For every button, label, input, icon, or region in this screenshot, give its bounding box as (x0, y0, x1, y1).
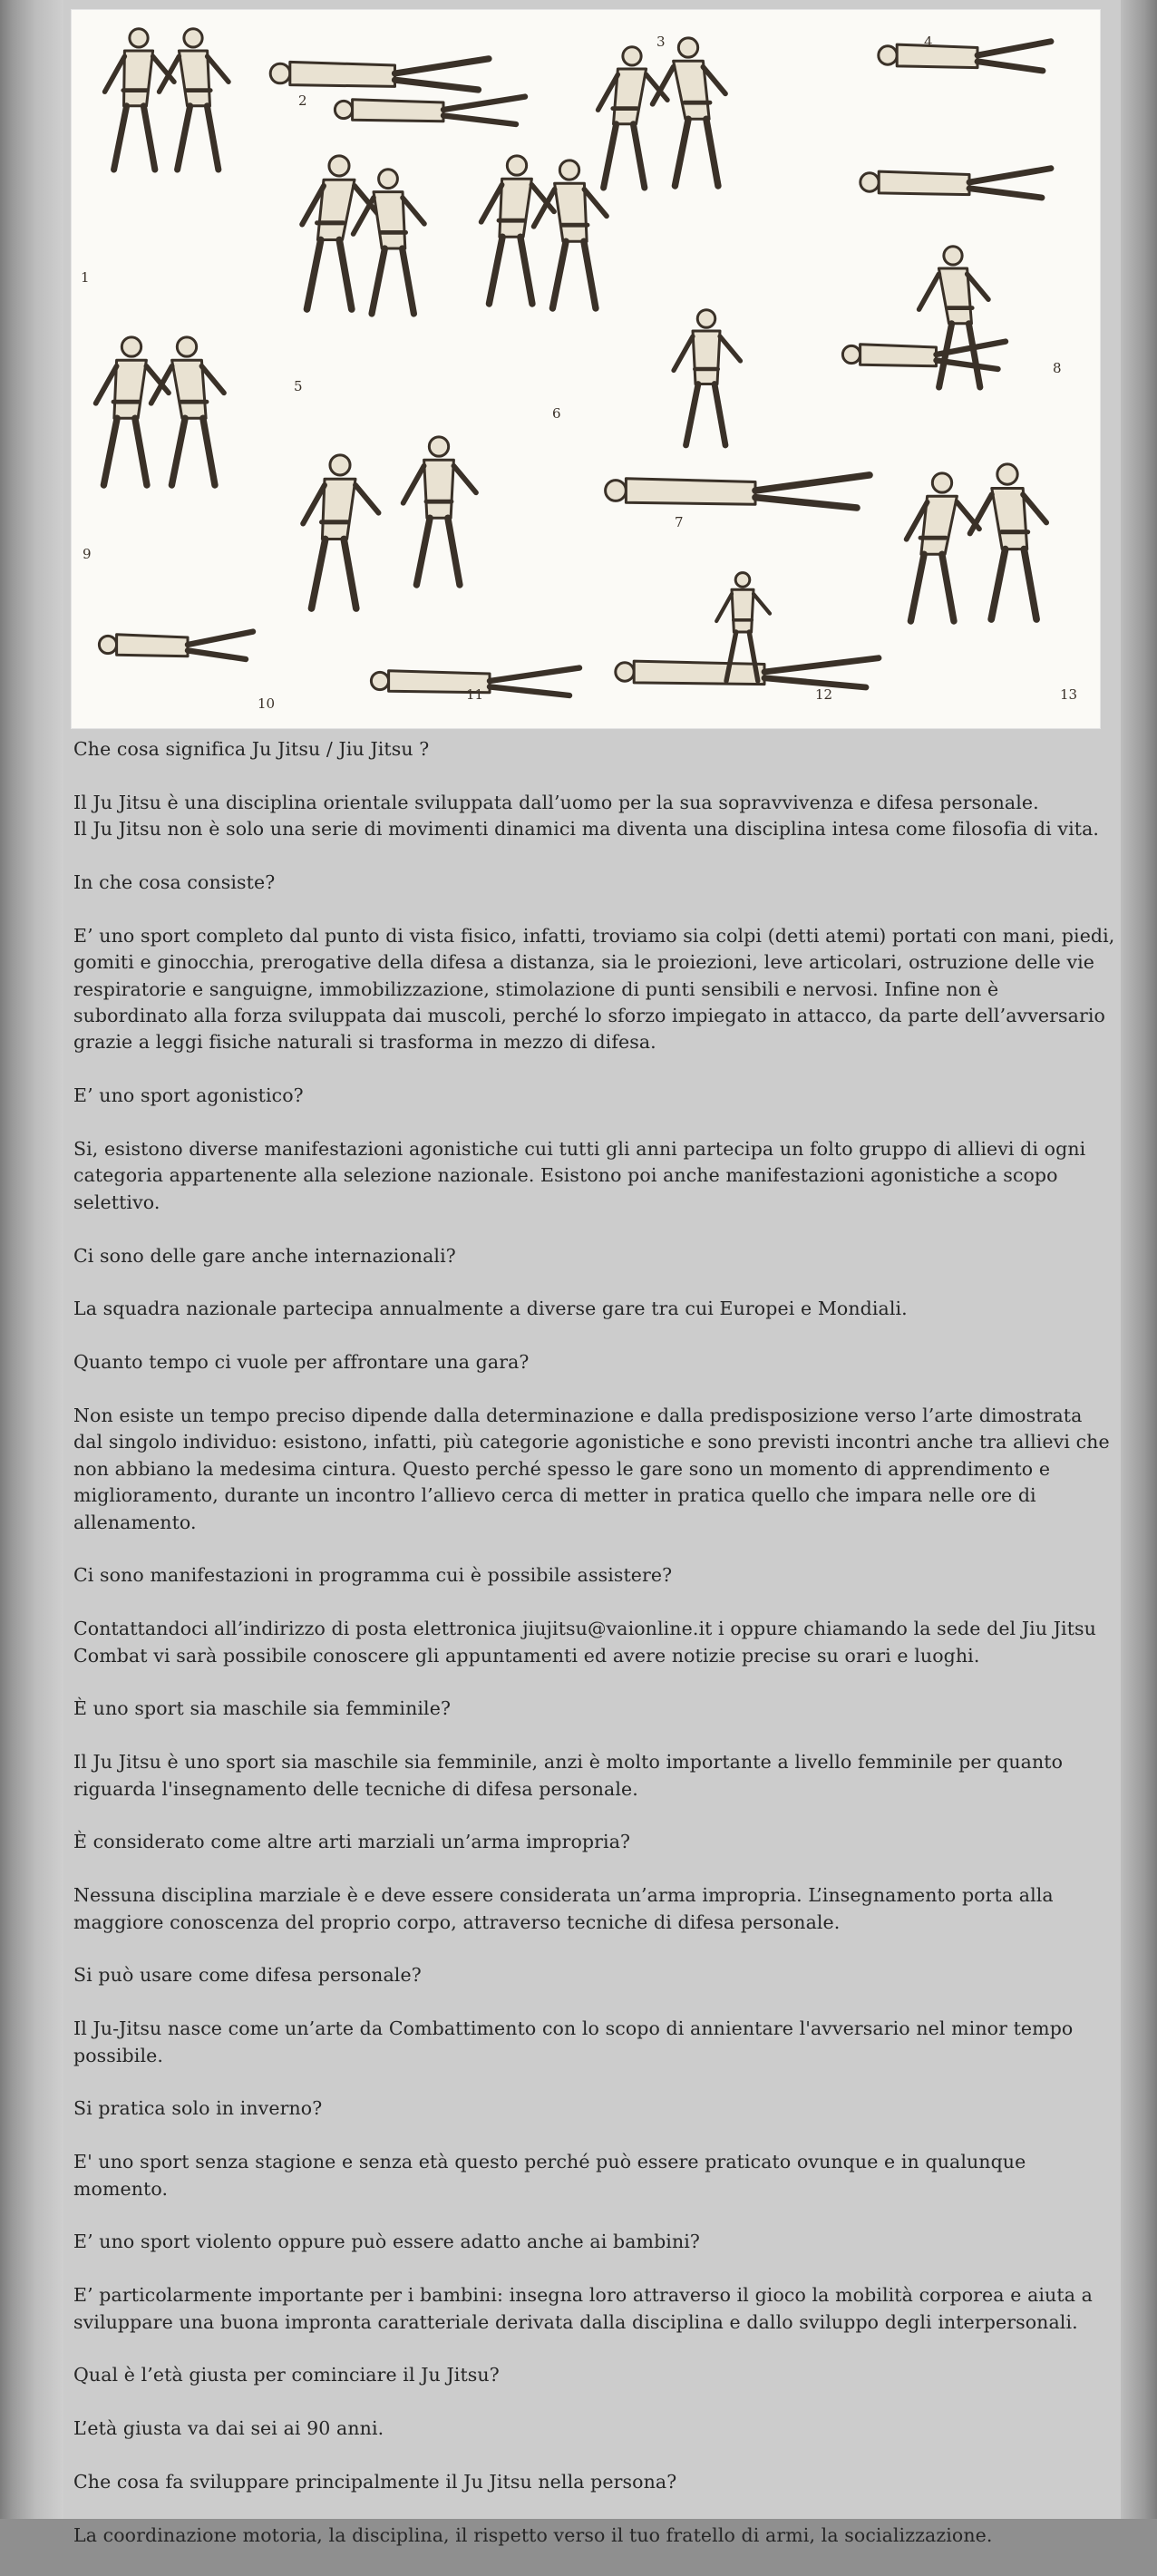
faq-question: E’ uno sport agonistico? (73, 1084, 304, 1107)
faq-answer (73, 1749, 1116, 1803)
faq-question: È uno sport sia maschile sia femminile? (73, 1697, 452, 1720)
faq-answer (73, 2016, 1116, 2069)
faq-answer (73, 2416, 1116, 2442)
illustration-drawing (72, 10, 1100, 728)
content-column (63, 0, 1121, 2546)
faq-question: Quanto tempo ci vuole per affrontare una gara? (73, 1351, 530, 1374)
faq-answer (73, 1882, 1116, 1936)
faq-answer-line: L’età giusta va dai sei ai 90 anni. (73, 2417, 384, 2440)
faq-answer (73, 1616, 1116, 1669)
figure-number: 13 (1060, 686, 1078, 703)
figure-number: 2 (298, 92, 307, 109)
faq-question: E’ uno sport violento oppure può essere adatto anche ai bambini? (73, 2231, 701, 2253)
figure-number: 3 (656, 34, 666, 50)
faq-answer-line: E' uno sport senza stagione e senza età questo perché può essere praticato ovunque e in qualunque momento. (73, 2151, 1026, 2200)
faq-answer (73, 2149, 1116, 2202)
faq-answer-line: Nessuna disciplina marziale è e deve essere considerata un’arma impropria. L’insegnamento porta alla maggiore conoscenza del proprio corpo, attraverso tecniche di difesa personale. (73, 1884, 1054, 1933)
faq-question: Che cosa fa sviluppare principalmente il Ju Jitsu nella persona? (73, 2471, 677, 2493)
figure-number: 7 (675, 514, 684, 530)
faq-answer-line: Il Ju Jitsu non è solo una serie di movimenti dinamici ma diventa una disciplina intesa come filosofia di vita. (73, 818, 1100, 841)
faq-question: Ci sono manifestazioni in programma cui è possibile assistere? (73, 1564, 673, 1587)
jujitsu-techniques-illustration (71, 9, 1101, 729)
faq-answer (73, 1403, 1116, 1536)
figure-number: 4 (924, 34, 933, 50)
faq-answer-line: Si, esistono diverse manifestazioni agonistiche cui tutti gli anni partecipa un folto gruppo di allievi di ogni categoria appartenente alla selezione nazionale. Esistono poi anche manifestazioni agonistiche a scopo selettivo. (73, 1138, 1086, 1213)
figure-number: 10 (258, 695, 276, 712)
figure-number: 5 (294, 378, 303, 394)
faq-answer-line: Il Ju-Jitsu nasce come un’arte da Combattimento con lo scopo di annientare l'avversario nel minor tempo possibile. (73, 2017, 1074, 2066)
faq-question: Si pratica solo in inverno? (73, 2097, 323, 2120)
figure-number: 8 (1053, 360, 1062, 376)
faq-answer (73, 2282, 1116, 2336)
faq-answer-line: Il Ju Jitsu è una disciplina orientale sviluppata dall’uomo per la sua sopravvivenza e difesa personale. (73, 791, 1039, 813)
faq-answer-line: Contattandoci all’indirizzo di posta elettronica jiujitsu@vaionline.it i oppure chiamando la sede del Jiu Jitsu Combat vi sarà possibile conoscere gli appuntamenti ed avere notizie precise su orari e luoghi. (73, 1618, 1096, 1667)
faq-answer-line: E’ particolarmente importante per i bambini: insegna loro attraverso il gioco la mobilità corporea e aiuta a sviluppare una buona impronta caratteriale derivata dalla disciplina e dallo sviluppo degli interpersonali. (73, 2284, 1093, 2333)
faq-answer-line: Il Ju Jitsu è uno sport sia maschile sia femminile, anzi è molto importante a livello femminile per quanto riguarda l'insegnamento delle tecniche di difesa personale. (73, 1751, 1064, 1800)
faq-answer (73, 1136, 1116, 1216)
faq-question: Che cosa significa Ju Jitsu / Jiu Jitsu ? (73, 738, 430, 760)
faq-answer (73, 2523, 1116, 2549)
faq-question: Ci sono delle gare anche internazionali? (73, 1244, 456, 1267)
faq-question: Qual è l’età giusta per cominciare il Ju Jitsu? (73, 2364, 500, 2386)
figure-number: 1 (81, 269, 90, 286)
figure-number: 6 (552, 405, 561, 422)
faq-answer (73, 790, 1116, 843)
figure-number: 9 (83, 546, 92, 562)
figure-number: 12 (815, 686, 833, 703)
faq-question: È considerato come altre arti marziali un’arma impropria? (73, 1831, 631, 1853)
faq-answer-line: La squadra nazionale partecipa annualmente a diverse gare tra cui Europei e Mondiali. (73, 1298, 908, 1320)
faq-answer (73, 923, 1116, 1056)
faq-answer-line: E’ uno sport completo dal punto di vista fisico, infatti, troviamo sia colpi (detti atemi) portati con mani, piedi, gomiti e ginocchia, prerogative della difesa a distanza, sia le proiezioni, leve articolari, ostruzione delle vie respiratorie e sanguigne, immobilizzazione, stimolazione di punti sensibili e nervosi. Infine non è subordinato alla forza sviluppata dai muscoli, perché lo sforzo impiegato in attacco, da parte dell’avversario grazie a leggi fisiche naturali si trasforma in mezzo di difesa. (73, 924, 1115, 1054)
figure-number: 11 (466, 686, 484, 703)
faq-answer-line: Non esiste un tempo preciso dipende dalla determinazione e dalla predisposizione verso l’arte dimostrata dal singolo individuo: esistono, infatti, più categorie agonistiche e sono previsti incontri anche tra allievi che non abbiano la medesima cintura. Questo perché spesso le gare sono un momento di apprendimento e miglioramento, durante un incontro l’allievo cerca di metter in pratica quello che impara nelle ore di allenamento. (73, 1405, 1110, 1533)
faq-answer-line: La coordinazione motoria, la disciplina, il rispetto verso il tuo fratello di armi, la socializzazione. (73, 2523, 993, 2546)
faq-section (73, 736, 1116, 2576)
faq-question: In che cosa consiste? (73, 871, 276, 893)
faq-answer (73, 1296, 1116, 1322)
faq-question: Si può usare come difesa personale? (73, 1964, 422, 1987)
